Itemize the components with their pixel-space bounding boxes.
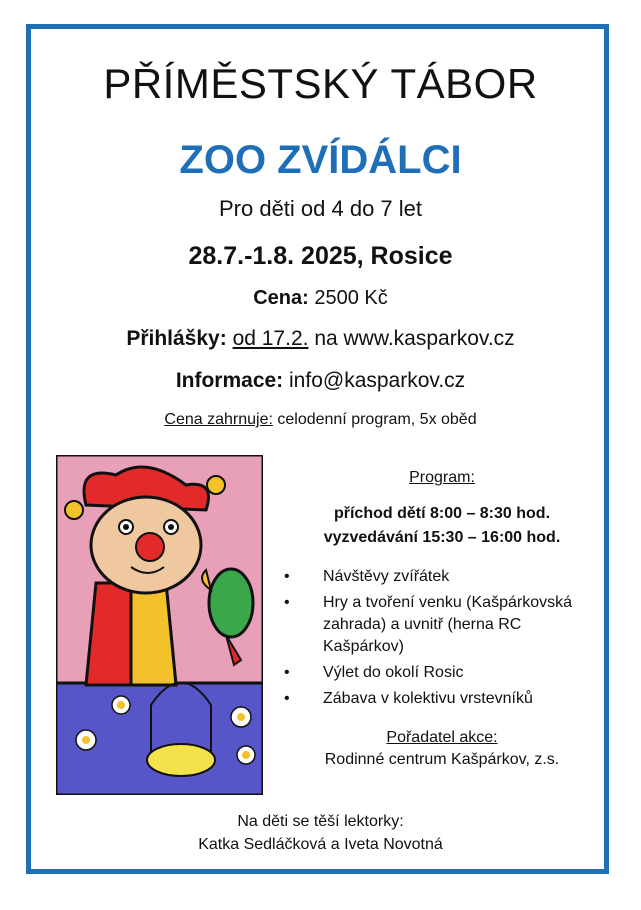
age-range: Pro děti od 4 do 7 let	[218, 196, 423, 221]
info-line	[0, 369, 641, 393]
dates-location: 28.7.-1.8. 2025, Rosice	[188, 242, 453, 270]
bullet-icon: •	[284, 594, 290, 611]
list-item-text: Výlet do okolí Rosic	[323, 664, 464, 681]
includes-line	[0, 411, 641, 429]
includes-label: Cena zahrnuje:	[164, 411, 273, 428]
list-item-text: Zábava v kolektivu vrstevníků	[323, 690, 533, 707]
price-label: Cena:	[253, 287, 309, 309]
list-item-text: Hry a tvoření venku (Kašpárkovská	[323, 594, 572, 611]
list-item	[284, 688, 604, 710]
camp-name: ZOO ZVÍDÁLCI	[179, 138, 462, 182]
list-item	[284, 592, 604, 658]
program-heading-text: Program:	[409, 469, 475, 486]
poster-title: PŘÍMĚSTSKÝ TÁBOR	[103, 60, 538, 107]
arrival-time: příchod dětí 8:00 – 8:30 hod.	[333, 505, 551, 522]
price-line	[0, 287, 641, 310]
pickup-time: vyzvedávání 15:30 – 16:00 hod.	[323, 529, 561, 546]
signup-date: od 17.2.	[232, 327, 309, 350]
program-heading	[276, 469, 608, 487]
info-label: Informace:	[175, 369, 284, 392]
lecturers-names: Katka Sedláčková a Iveta Novotná	[198, 836, 443, 853]
signup-line	[0, 327, 641, 351]
includes-value: celodenní program, 5x oběd	[277, 411, 477, 428]
list-item-text: zahrada) a uvnitř (herna RC Kašpárkov)	[323, 616, 522, 655]
signup-label: Přihlášky:	[126, 327, 227, 350]
organizer-name: Rodinné centrum Kašpárkov, z.s.	[324, 751, 560, 768]
lecturers-heading: Na děti se těší lektorky:	[237, 813, 404, 830]
list-item	[284, 566, 604, 588]
organizer-heading	[276, 729, 608, 747]
price-value: 2500 Kč	[314, 287, 388, 309]
list-item	[284, 662, 604, 684]
list-item-text: Návštěvy zvířátek	[323, 568, 450, 585]
program-list	[284, 566, 604, 714]
bullet-icon: •	[284, 690, 290, 707]
bullet-icon: •	[284, 664, 290, 681]
info-email: info@kasparkov.cz	[289, 369, 466, 392]
jester-parrot-illustration	[56, 455, 263, 795]
bullet-icon: •	[284, 568, 290, 585]
signup-website: na www.kasparkov.cz	[314, 327, 515, 350]
organizer-heading-text: Pořadatel akce:	[386, 729, 498, 746]
